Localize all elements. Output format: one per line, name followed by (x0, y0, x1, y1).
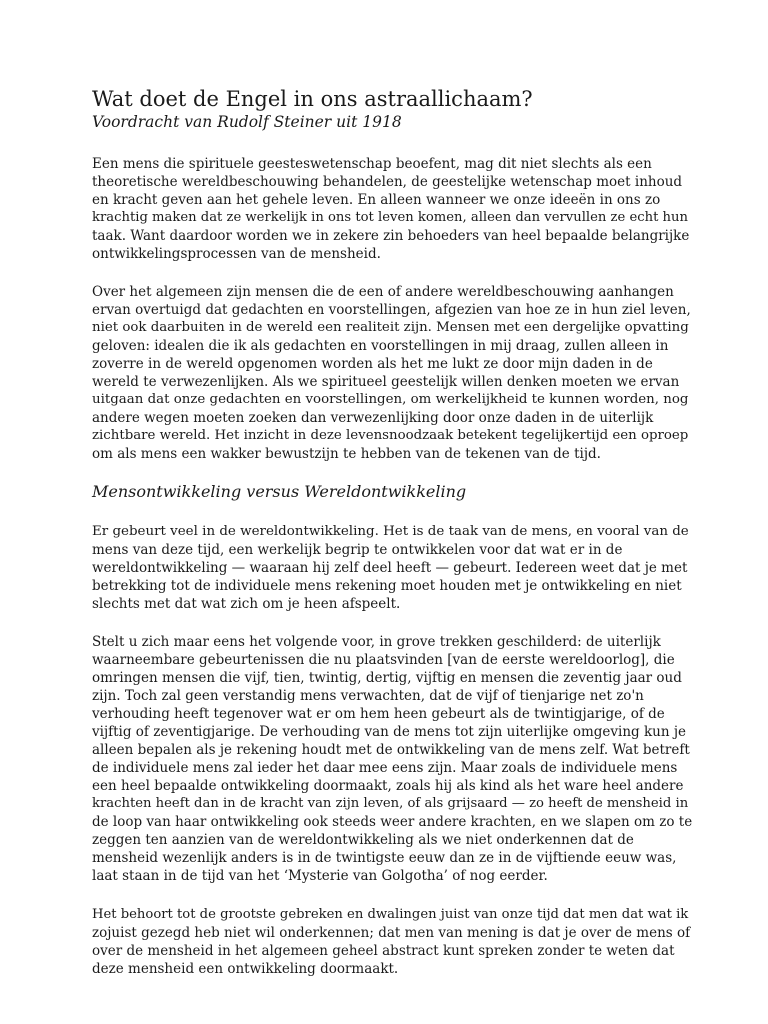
text-line: zoverre in de wereld opgenomen worden als het me lukt ze door mijn daden in de (92, 356, 653, 372)
text-line: vijftig of zeventigjarige. De verhouding van de mens tot zijn uiterlijke omgeving kun je (92, 724, 686, 740)
text-line: taak. Want daardoor worden we in zekere zin behoeders van heel bepaalde belangrijke (92, 228, 690, 244)
text-line: mensheid wezenlijk anders is in de twintigste eeuw dan ze in de vijftiende eeuw was, (92, 850, 677, 866)
text-line: een heel bepaalde ontwikkeling doormaakt, zoals hij als kind als het ware heel andere (92, 778, 684, 794)
text-line: theoretische wereldbeschouwing behandelen, de geestelijke wetenschap moet inhoud (92, 174, 683, 190)
paragraph-4 (92, 633, 692, 885)
text-line: waarneembare gebeurtenissen die nu plaatsvinden [van de eerste wereldoorlog], die (92, 652, 675, 668)
text-line: Het behoort tot de grootste gebreken en dwalingen juist van onze tijd dat men dat wat ik (92, 907, 689, 922)
text-line: mens van deze tijd, een werkelijk begrip te ontwikkelen voor dat wat er in de (92, 542, 623, 558)
text-line: geloven: idealen die ik als gedachten en voorstellingen in mij draag, zullen alleen in (92, 338, 669, 354)
text-line: zijn. Toch zal geen verstandig mens verwachten, dat de vijf of tienjarige net zo'n (92, 688, 644, 704)
paragraph-1 (92, 155, 692, 263)
paragraph-3 (92, 523, 692, 613)
text-line: laat staan in de tijd van het ‘Mysterie van Golgotha’ of nog eerder. (92, 868, 548, 884)
text-line: krachten heeft dan in de kracht van zijn leven, of als grijsaard — zo heeft de mensheid in (92, 796, 689, 811)
document-subtitle: Voordracht van Rudolf Steiner uit 1918 (92, 113, 402, 131)
text-line: Over het algemeen zijn mensen die de een of andere wereldbeschouwing aanhangen (92, 284, 674, 300)
text-line: zojuist gezegd heb niet wil onderkennen; dat men van mening is dat je over de mens of (92, 925, 691, 941)
document-page (92, 86, 692, 978)
text-line: de loop van haar ontwikkeling ook steeds weer andere krachten, en we slapen om zo te (92, 814, 693, 830)
text-line: wereldontwikkeling — waaraan hij zelf deel heeft — gebeurt. Iedereen weet dat je met (92, 560, 688, 576)
text-line: ontwikkelingsprocessen van de mensheid. (92, 246, 381, 262)
text-line: de individuele mens zal ieder het daar mee eens zijn. Maar zoals de individuele mens (92, 760, 678, 776)
text-line: uitgaan dat onze gedachten en voorstellingen, om werkelijkheid te kunnen worden, nog (92, 392, 689, 407)
text-line: en kracht geven aan het gehele leven. En alleen wanneer we onze ideeën in ons zo (92, 192, 661, 208)
text-line: niet ook daarbuiten in de wereld een realiteit zijn. Mensen met een dergelijke opvatting (92, 320, 689, 335)
text-line: alleen bepalen als je rekening houdt met de ontwikkeling van de mens zelf. Wat betreft (92, 742, 690, 758)
text-line: slechts met dat wat zich om je heen afspeelt. (92, 596, 401, 612)
text-line: ervan overtuigd dat gedachten en voorstellingen, afgezien van hoe ze in hun ziel leven, (92, 302, 691, 318)
text-line: Een mens die spirituele geesteswetenschap beoefent, mag dit niet slechts als een (92, 156, 652, 172)
text-line: Stelt u zich maar eens het volgende voor, in grove trekken geschilderd: de uiterlijk (92, 634, 661, 650)
paragraph-2 (92, 283, 692, 463)
text-line: andere wegen moeten zoeken dan verwezenlijking door onze daden in de uiterlijk (92, 410, 654, 426)
text-line: Er gebeurt veel in de wereldontwikkeling. Het is de taak van de mens, en vooral van de (92, 524, 689, 539)
text-line: zeggen ten aanzien van de wereldontwikkeling als we niet onderkennen dat de (92, 832, 634, 848)
text-line: over de mensheid in het algemeen geheel abstract kunt spreken zonder te weten dat (92, 943, 675, 959)
text-line: zichtbare wereld. Het inzicht in deze levensnoodzaak betekent tegelijkertijd een oproep (92, 428, 689, 443)
text-line: om als mens een wakker bewustzijn te hebben van de tekenen van de tijd. (92, 446, 601, 462)
text-line: betrekking tot de individuele mens rekening moet houden met je ontwikkeling en niet (92, 578, 682, 594)
document-title: Wat doet de Engel in ons astraallichaam? (92, 87, 533, 111)
text-line: verhouding heeft tegenover wat er om hem heen gebeurt als de twintigjarige, of de (92, 706, 665, 722)
paragraph-5 (92, 906, 692, 978)
section-heading: Mensontwikkeling versus Wereldontwikkeling (92, 482, 467, 501)
text-line: wereld te verwezenlijken. Als we spiritueel geestelijk willen denken moeten we ervan (92, 374, 680, 390)
text-line: omringen mensen die vijf, tien, twintig, dertig, vijftig en mensen die zeventig jaar oud (92, 670, 682, 686)
text-line: deze mensheid een ontwikkeling doormaakt. (92, 961, 399, 977)
text-line: krachtig maken dat ze werkelijk in ons tot leven komen, alleen dan vervullen ze echt hun (92, 210, 688, 225)
